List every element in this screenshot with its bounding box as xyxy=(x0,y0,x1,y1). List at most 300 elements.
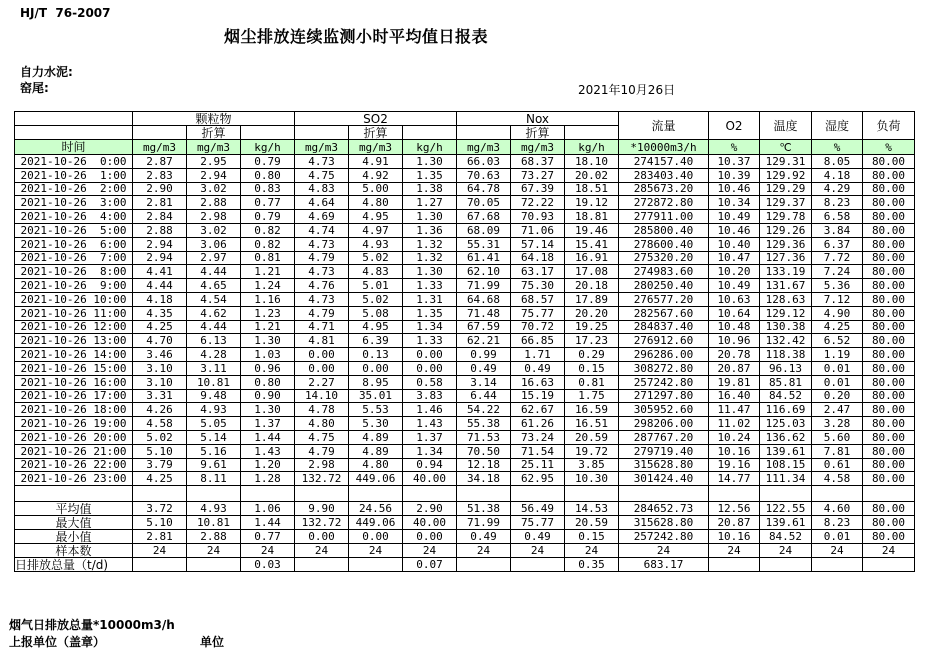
summary-value-cell: 0.49 xyxy=(511,530,565,544)
value-cell: 80.00 xyxy=(863,223,915,237)
value-cell: 4.83 xyxy=(349,265,403,279)
value-cell: 80.00 xyxy=(863,265,915,279)
table-row xyxy=(15,292,915,306)
value-cell: 10.47 xyxy=(709,251,760,265)
converted-label: 折算 xyxy=(349,126,403,140)
value-cell: 0.49 xyxy=(511,361,565,375)
table-row xyxy=(15,444,915,458)
value-cell: 277911.00 xyxy=(619,210,709,224)
value-cell: 8.23 xyxy=(812,196,863,210)
value-cell: 34.18 xyxy=(457,472,511,486)
summary-value-cell: 1.06 xyxy=(241,502,295,516)
summary-value-cell: 24 xyxy=(295,544,349,558)
summary-value-cell: 132.72 xyxy=(295,516,349,530)
value-cell: 80.00 xyxy=(863,458,915,472)
time-cell: 2021-10-26 6:00 xyxy=(15,237,133,251)
summary-value-cell: 24 xyxy=(760,544,812,558)
value-cell: 0.94 xyxy=(403,458,457,472)
value-cell: 10.46 xyxy=(709,223,760,237)
value-cell: 1.27 xyxy=(403,196,457,210)
summary-value-cell: 24 xyxy=(812,544,863,558)
value-cell: 2.94 xyxy=(133,251,187,265)
value-cell: 17.23 xyxy=(565,334,619,348)
value-cell: 0.01 xyxy=(812,375,863,389)
value-cell: 1.37 xyxy=(241,417,295,431)
value-cell: 131.67 xyxy=(760,279,812,293)
empty-cell xyxy=(403,126,457,140)
value-cell: 4.25 xyxy=(133,472,187,486)
time-cell: 2021-10-26 23:00 xyxy=(15,472,133,486)
value-cell: 67.68 xyxy=(457,210,511,224)
summary-value-cell xyxy=(295,558,349,572)
value-cell: 136.62 xyxy=(760,430,812,444)
value-cell: 8.11 xyxy=(187,472,241,486)
value-cell: 4.74 xyxy=(295,223,349,237)
value-cell: 5.02 xyxy=(349,292,403,306)
value-cell: 129.12 xyxy=(760,306,812,320)
value-cell: 0.82 xyxy=(241,223,295,237)
value-cell: 70.93 xyxy=(511,210,565,224)
table-row xyxy=(15,320,915,334)
summary-value-cell: 5.10 xyxy=(133,516,187,530)
value-cell: 1.38 xyxy=(403,182,457,196)
value-cell: 0.00 xyxy=(349,361,403,375)
value-cell: 80.00 xyxy=(863,375,915,389)
time-cell: 2021-10-26 11:00 xyxy=(15,306,133,320)
value-cell: 80.00 xyxy=(863,155,915,169)
spacer-row xyxy=(15,486,915,502)
summary-value-cell: 24.56 xyxy=(349,502,403,516)
value-cell: 0.01 xyxy=(812,361,863,375)
value-cell: 71.06 xyxy=(511,223,565,237)
value-cell: 1.24 xyxy=(241,279,295,293)
value-cell: 80.00 xyxy=(863,444,915,458)
value-cell: 4.79 xyxy=(295,251,349,265)
summary-value-cell xyxy=(133,558,187,572)
empty-cell xyxy=(812,486,863,502)
value-cell: 10.63 xyxy=(709,292,760,306)
value-cell: 80.00 xyxy=(863,279,915,293)
value-cell: 4.58 xyxy=(133,417,187,431)
value-cell: 4.58 xyxy=(812,472,863,486)
summary-value-cell: 449.06 xyxy=(349,516,403,530)
empty-cell xyxy=(709,486,760,502)
value-cell: 12.18 xyxy=(457,458,511,472)
empty-cell xyxy=(863,486,915,502)
value-cell: 20.59 xyxy=(565,430,619,444)
value-cell: 10.81 xyxy=(187,375,241,389)
value-cell: 132.72 xyxy=(295,472,349,486)
col-header-flow: 流量 xyxy=(619,112,709,140)
value-cell: 4.73 xyxy=(295,237,349,251)
value-cell: 75.77 xyxy=(511,306,565,320)
value-cell: 1.33 xyxy=(403,279,457,293)
time-cell: 2021-10-26 2:00 xyxy=(15,182,133,196)
summary-value-cell: 24 xyxy=(349,544,403,558)
value-cell: 4.28 xyxy=(187,348,241,362)
value-cell: 4.25 xyxy=(812,320,863,334)
summary-value-cell: 10.16 xyxy=(709,530,760,544)
value-cell: 4.70 xyxy=(133,334,187,348)
summary-value-cell: 257242.80 xyxy=(619,530,709,544)
value-cell: 4.69 xyxy=(295,210,349,224)
value-cell: 0.96 xyxy=(241,361,295,375)
unit-cell: mg/m3 xyxy=(511,140,565,155)
value-cell: 7.72 xyxy=(812,251,863,265)
value-cell: 130.38 xyxy=(760,320,812,334)
summary-value-cell: 0.00 xyxy=(403,530,457,544)
value-cell: 68.09 xyxy=(457,223,511,237)
value-cell: 0.99 xyxy=(457,348,511,362)
summary-label: 日排放总量（t/d) xyxy=(15,558,133,572)
time-cell: 2021-10-26 12:00 xyxy=(15,320,133,334)
value-cell: 3.85 xyxy=(565,458,619,472)
value-cell: 4.97 xyxy=(349,223,403,237)
summary-value-cell: 0.15 xyxy=(565,530,619,544)
summary-value-cell: 20.87 xyxy=(709,516,760,530)
table-row xyxy=(15,210,915,224)
value-cell: 10.48 xyxy=(709,320,760,334)
empty-cell xyxy=(403,486,457,502)
empty-cell xyxy=(241,486,295,502)
value-cell: 125.03 xyxy=(760,417,812,431)
value-cell: 68.37 xyxy=(511,155,565,169)
value-cell: 10.30 xyxy=(565,472,619,486)
summary-value-cell: 24 xyxy=(457,544,511,558)
value-cell: 20.18 xyxy=(565,279,619,293)
value-cell: 4.93 xyxy=(349,237,403,251)
time-cell: 2021-10-26 8:00 xyxy=(15,265,133,279)
value-cell: 80.00 xyxy=(863,417,915,431)
table-row xyxy=(15,417,915,431)
value-cell: 116.69 xyxy=(760,403,812,417)
value-cell: 72.22 xyxy=(511,196,565,210)
summary-value-cell: 0.35 xyxy=(565,558,619,572)
value-cell: 4.93 xyxy=(187,403,241,417)
summary-value-cell: 683.17 xyxy=(619,558,709,572)
converted-label: 折算 xyxy=(187,126,241,140)
value-cell: 10.34 xyxy=(709,196,760,210)
value-cell: 10.24 xyxy=(709,430,760,444)
table-row xyxy=(15,430,915,444)
value-cell: 4.65 xyxy=(187,279,241,293)
summary-value-cell: 4.60 xyxy=(812,502,863,516)
value-cell: 61.26 xyxy=(511,417,565,431)
value-cell: 0.81 xyxy=(565,375,619,389)
table-row xyxy=(15,223,915,237)
unit-label: 单位 xyxy=(200,635,225,649)
value-cell: 1.30 xyxy=(403,210,457,224)
value-cell: 20.20 xyxy=(565,306,619,320)
summary-row xyxy=(15,502,915,516)
value-cell: 4.76 xyxy=(295,279,349,293)
flow-total-note: 烟气日排放总量*10000m3/h xyxy=(9,618,175,632)
value-cell: 128.63 xyxy=(760,292,812,306)
value-cell: 7.12 xyxy=(812,292,863,306)
value-cell: 1.30 xyxy=(403,155,457,169)
value-cell: 5.02 xyxy=(349,251,403,265)
value-cell: 64.68 xyxy=(457,292,511,306)
value-cell: 0.82 xyxy=(241,237,295,251)
value-cell: 7.81 xyxy=(812,444,863,458)
summary-value-cell: 0.01 xyxy=(812,530,863,544)
value-cell: 283403.40 xyxy=(619,168,709,182)
summary-value-cell: 51.38 xyxy=(457,502,511,516)
summary-value-cell: 122.55 xyxy=(760,502,812,516)
value-cell: 0.90 xyxy=(241,389,295,403)
value-cell: 4.41 xyxy=(133,265,187,279)
value-cell: 4.89 xyxy=(349,430,403,444)
value-cell: 2.94 xyxy=(133,237,187,251)
summary-value-cell: 0.00 xyxy=(295,530,349,544)
value-cell: 2.83 xyxy=(133,168,187,182)
standard-number: HJ/T 76-2007 xyxy=(20,6,111,20)
table-row xyxy=(15,306,915,320)
value-cell: 0.80 xyxy=(241,168,295,182)
value-cell: 10.64 xyxy=(709,306,760,320)
summary-value-cell: 80.00 xyxy=(863,516,915,530)
empty-cell xyxy=(619,486,709,502)
value-cell: 4.89 xyxy=(349,444,403,458)
value-cell: 5.16 xyxy=(187,444,241,458)
unit-cell: kg/h xyxy=(241,140,295,155)
value-cell: 80.00 xyxy=(863,472,915,486)
empty-cell xyxy=(457,486,511,502)
value-cell: 0.00 xyxy=(403,348,457,362)
value-cell: 6.52 xyxy=(812,334,863,348)
value-cell: 4.95 xyxy=(349,210,403,224)
summary-row xyxy=(15,530,915,544)
summary-value-cell: 315628.80 xyxy=(619,516,709,530)
value-cell: 73.24 xyxy=(511,430,565,444)
value-cell: 6.13 xyxy=(187,334,241,348)
daily-report-table xyxy=(14,111,915,572)
summary-value-cell xyxy=(709,558,760,572)
table-row xyxy=(15,196,915,210)
empty-cell xyxy=(565,126,619,140)
unit-cell: *10000m3/h xyxy=(619,140,709,155)
summary-value-cell xyxy=(760,558,812,572)
value-cell: 10.96 xyxy=(709,334,760,348)
value-cell: 308272.80 xyxy=(619,361,709,375)
value-cell: 4.73 xyxy=(295,265,349,279)
value-cell: 1.71 xyxy=(511,348,565,362)
value-cell: 1.30 xyxy=(241,334,295,348)
value-cell: 3.02 xyxy=(187,223,241,237)
summary-value-cell: 24 xyxy=(863,544,915,558)
summary-value-cell: 24 xyxy=(709,544,760,558)
value-cell: 4.91 xyxy=(349,155,403,169)
empty-cell xyxy=(15,486,133,502)
value-cell: 1.21 xyxy=(241,320,295,334)
empty-cell xyxy=(295,126,349,140)
value-cell: 4.73 xyxy=(295,155,349,169)
value-cell: 2.94 xyxy=(187,168,241,182)
table-row xyxy=(15,251,915,265)
value-cell: 4.18 xyxy=(812,168,863,182)
value-cell: 62.10 xyxy=(457,265,511,279)
value-cell: 57.14 xyxy=(511,237,565,251)
summary-value-cell xyxy=(349,558,403,572)
value-cell: 80.00 xyxy=(863,348,915,362)
value-cell: 4.29 xyxy=(812,182,863,196)
value-cell: 5.30 xyxy=(349,417,403,431)
value-cell: 0.00 xyxy=(295,361,349,375)
value-cell: 0.20 xyxy=(812,389,863,403)
unit-cell: mg/m3 xyxy=(349,140,403,155)
header-row-1 xyxy=(15,112,915,126)
value-cell: 279719.40 xyxy=(619,444,709,458)
value-cell: 139.61 xyxy=(760,444,812,458)
value-cell: 80.00 xyxy=(863,196,915,210)
value-cell: 84.52 xyxy=(760,389,812,403)
value-cell: 64.78 xyxy=(457,182,511,196)
table-row xyxy=(15,265,915,279)
value-cell: 20.78 xyxy=(709,348,760,362)
value-cell: 80.00 xyxy=(863,251,915,265)
page-title: 烟尘排放连续监测小时平均值日报表 xyxy=(224,27,489,46)
value-cell: 62.21 xyxy=(457,334,511,348)
value-cell: 1.21 xyxy=(241,265,295,279)
value-cell: 296286.00 xyxy=(619,348,709,362)
value-cell: 14.77 xyxy=(709,472,760,486)
value-cell: 16.91 xyxy=(565,251,619,265)
empty-cell xyxy=(511,486,565,502)
report-date: 2021年10月26日 xyxy=(578,83,676,97)
value-cell: 67.59 xyxy=(457,320,511,334)
value-cell: 1.19 xyxy=(812,348,863,362)
unit-cell: % xyxy=(863,140,915,155)
value-cell: 3.14 xyxy=(457,375,511,389)
summary-value-cell xyxy=(511,558,565,572)
value-cell: 2.90 xyxy=(133,182,187,196)
value-cell: 3.10 xyxy=(133,375,187,389)
value-cell: 0.00 xyxy=(295,348,349,362)
value-cell: 3.11 xyxy=(187,361,241,375)
value-cell: 70.63 xyxy=(457,168,511,182)
value-cell: 80.00 xyxy=(863,237,915,251)
summary-value-cell xyxy=(457,558,511,572)
empty-cell xyxy=(15,126,133,140)
value-cell: 132.42 xyxy=(760,334,812,348)
value-cell: 1.44 xyxy=(241,430,295,444)
summary-label: 样本数 xyxy=(15,544,133,558)
value-cell: 80.00 xyxy=(863,430,915,444)
value-cell: 5.60 xyxy=(812,430,863,444)
summary-label: 最小值 xyxy=(15,530,133,544)
unit-cell: % xyxy=(709,140,760,155)
value-cell: 4.79 xyxy=(295,306,349,320)
value-cell: 19.81 xyxy=(709,375,760,389)
value-cell: 8.05 xyxy=(812,155,863,169)
value-cell: 3.06 xyxy=(187,237,241,251)
value-cell: 127.36 xyxy=(760,251,812,265)
value-cell: 25.11 xyxy=(511,458,565,472)
value-cell: 287767.20 xyxy=(619,430,709,444)
value-cell: 19.25 xyxy=(565,320,619,334)
summary-value-cell: 71.99 xyxy=(457,516,511,530)
table-row xyxy=(15,155,915,169)
time-cell: 2021-10-26 0:00 xyxy=(15,155,133,169)
value-cell: 4.18 xyxy=(133,292,187,306)
value-cell: 5.02 xyxy=(133,430,187,444)
value-cell: 96.13 xyxy=(760,361,812,375)
time-cell: 2021-10-26 17:00 xyxy=(15,389,133,403)
empty-cell xyxy=(15,112,133,126)
value-cell: 19.72 xyxy=(565,444,619,458)
value-cell: 71.53 xyxy=(457,430,511,444)
table-row xyxy=(15,348,915,362)
value-cell: 0.80 xyxy=(241,375,295,389)
value-cell: 284837.40 xyxy=(619,320,709,334)
value-cell: 67.39 xyxy=(511,182,565,196)
value-cell: 17.08 xyxy=(565,265,619,279)
value-cell: 80.00 xyxy=(863,210,915,224)
value-cell: 9.61 xyxy=(187,458,241,472)
value-cell: 6.37 xyxy=(812,237,863,251)
value-cell: 3.83 xyxy=(403,389,457,403)
value-cell: 3.84 xyxy=(812,223,863,237)
value-cell: 5.36 xyxy=(812,279,863,293)
location-label: 窑尾: xyxy=(20,81,49,95)
summary-value-cell xyxy=(812,558,863,572)
value-cell: 2.27 xyxy=(295,375,349,389)
summary-value-cell: 40.00 xyxy=(403,516,457,530)
value-cell: 3.02 xyxy=(187,182,241,196)
value-cell: 64.18 xyxy=(511,251,565,265)
time-header: 时间 xyxy=(15,140,133,155)
value-cell: 4.62 xyxy=(187,306,241,320)
value-cell: 61.41 xyxy=(457,251,511,265)
time-cell: 2021-10-26 20:00 xyxy=(15,430,133,444)
value-cell: 2.81 xyxy=(133,196,187,210)
value-cell: 10.49 xyxy=(709,210,760,224)
value-cell: 35.01 xyxy=(349,389,403,403)
value-cell: 301424.40 xyxy=(619,472,709,486)
value-cell: 1.35 xyxy=(403,306,457,320)
value-cell: 1.33 xyxy=(403,334,457,348)
empty-cell xyxy=(187,486,241,502)
unit-cell: kg/h xyxy=(565,140,619,155)
value-cell: 1.03 xyxy=(241,348,295,362)
value-cell: 19.12 xyxy=(565,196,619,210)
value-cell: 85.81 xyxy=(760,375,812,389)
table-row xyxy=(15,375,915,389)
value-cell: 4.83 xyxy=(295,182,349,196)
time-cell: 2021-10-26 9:00 xyxy=(15,279,133,293)
value-cell: 70.05 xyxy=(457,196,511,210)
unit-cell: mg/m3 xyxy=(457,140,511,155)
col-header-humidity: 湿度 xyxy=(812,112,863,140)
value-cell: 0.13 xyxy=(349,348,403,362)
value-cell: 449.06 xyxy=(349,472,403,486)
summary-value-cell: 0.00 xyxy=(349,530,403,544)
col-header-nox: Nox xyxy=(457,112,619,126)
value-cell: 129.37 xyxy=(760,196,812,210)
value-cell: 4.81 xyxy=(295,334,349,348)
value-cell: 274983.60 xyxy=(619,265,709,279)
company-label: 自力水泥: xyxy=(20,65,73,79)
value-cell: 1.16 xyxy=(241,292,295,306)
value-cell: 19.46 xyxy=(565,223,619,237)
units-row xyxy=(15,140,915,155)
converted-label: 折算 xyxy=(511,126,565,140)
value-cell: 1.30 xyxy=(403,265,457,279)
value-cell: 1.20 xyxy=(241,458,295,472)
value-cell: 62.95 xyxy=(511,472,565,486)
summary-value-cell: 24 xyxy=(241,544,295,558)
time-cell: 2021-10-26 5:00 xyxy=(15,223,133,237)
